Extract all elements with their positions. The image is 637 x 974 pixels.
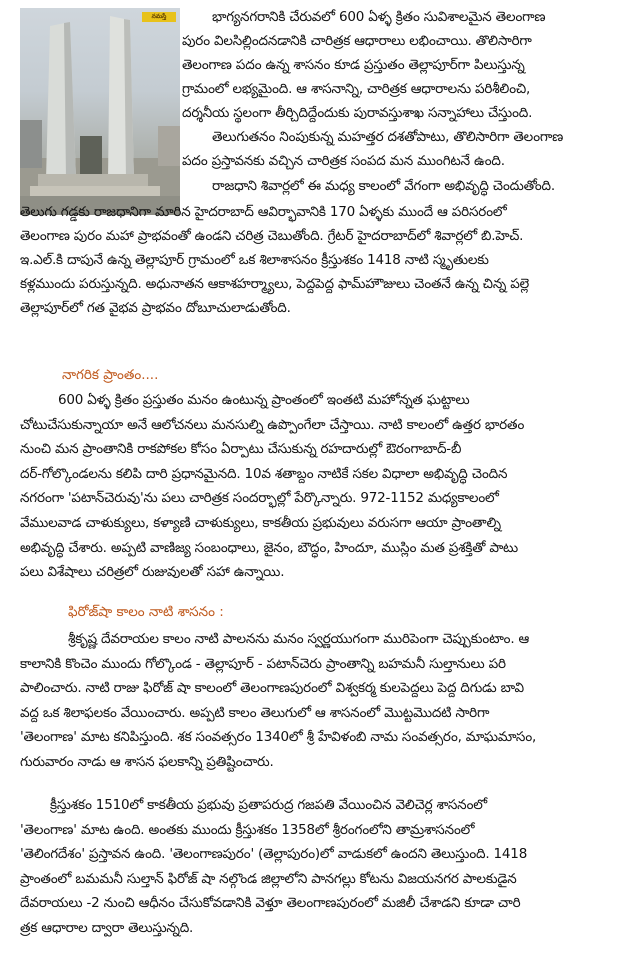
para4-line: త్రక ఆధారాల ద్వారా తెలుస్తున్నది. xyxy=(20,920,194,936)
para3-line: శ్రీకృష్ణ దేవరాయల కాలం నాటి పాలనను మనం స్వర్ణయుగంగా మురిపెంగా చెప్పుకుంటాం. ఆ xyxy=(68,631,530,647)
para4-line: క్రీస్తుశకం 1510లో కాకతీయ ప్రభువు ప్రతాపరుద్ర గజపతి వేయించిన వెలిచెర్ల శాసనంలో xyxy=(50,797,487,813)
pillars-illustration xyxy=(20,8,180,215)
intro-line: గ్రామంలో లభ్యమైంది. ఆ శాసనాన్ని, చారిత్రక ఆధారాలను పరిశీలించి, xyxy=(182,81,531,97)
intro-line: భాగ్యనగరానికి చేరువలో 600 ఏళ్ళ క్రితం సువిశాలమైన తెలంగాణ xyxy=(212,9,546,25)
para2-line: అభివృద్ధి చేశారు. అప్పటి వాణిజ్య సంబంధాలు, జైనం, బౌద్ధం, హిందూ, ముస్లిం మత ప్రశక్తితో పాటు xyxy=(20,539,518,556)
para4-line: 'తెలంగాణ' మాట ఉంది. అంతకు ముందు క్రీస్తుశకం 1358లో శ్రీరంగంలోని తామ్రశాసనంలో xyxy=(20,821,475,838)
para2-line: 600 ఏళ్ళ క్రితం ప్రస్తుతం మనం ఉంటున్న ప్రాంతంలో ఇంతటి మహోన్నత ఘట్టాలు xyxy=(58,392,470,408)
para2-line: దర్-గోల్కొండలను కలిపి దారి ప్రధానమైనది. 10వ శతాబ్దం నాటికే సకల విధాలా అభివృద్ధి చెందిన xyxy=(20,465,508,482)
intro-line: రాజధాని శివార్లలో ఈ మధ్య కాలంలో వేగంగా అభివృద్ధి చెందుతోంది. xyxy=(212,178,555,194)
para1-line: తెలంగాణ పురం మహా ప్రాభవంతో ఉండని చరిత్ర చెబుతోంది. గ్రేటర్ హైదరాబాద్‌లో శివార్లలో బి.హెచ్. xyxy=(20,228,524,244)
para4-line: దేవరాయలు -2 నుంచి ఆధీనం చేసుకోవడానికి వెళ్తూ తెలంగాణపురంలో మజిలీ చేశాడని కూడా చారి xyxy=(20,895,521,912)
para3-line: 'తెలంగాణ' మాట కనిపిస్తుంది. శక సంవత్సరం 1340లో శ్రీ హేవిళంబి నామ సంవత్సరం, మాఘమాసం, xyxy=(20,729,537,746)
publisher-badge: నమస్తే xyxy=(142,12,176,22)
para2-line: చోటుచేసుకున్నాయా అనే ఆలోచనలు మనసుల్ని ఉప్పొంగేలా చేస్తాయి. నాటి కాలంలో ఉత్తర భారతం xyxy=(20,416,525,433)
para2-line: నుంచి మన ప్రాంతానికి రాకపోకల కోసం ఏర్పాటు చేసుకున్న రహదారుల్లో ఔరంగాబాద్-బీ xyxy=(20,441,462,458)
para4-line: 'తెలింగదేశం' ప్రస్తావన ఉంది. 'తెలంగాణపురం' (తెల్లాపురం)లో వాడుకలో ఉందని తెలుస్తుంది. 1418 xyxy=(20,846,528,863)
intro-line: దర్శనీయ స్థలంగా తీర్చిదిద్దేందుకు పురావస్తుశాఖ సన్నాహాలు చేస్తుంది. xyxy=(182,105,533,121)
heading-firoz-shah-inscription: ఫిరోజ్‌షా కాలం నాటి శాసనం : xyxy=(68,604,224,620)
intro-line: పురం విలసిల్లిందనడానికి చారిత్రక ఆధారాలు లభించాయి. తొలిసారిగా xyxy=(182,33,532,49)
intro-line: పదం ప్రస్తావనకు వచ్చిన చారిత్రక సంపద మన ముంగిటనే ఉంది. xyxy=(182,153,505,169)
para3-line: కాలానికి కొంచెం ముందు గోల్కొండ - తెల్లాపూర్ - పటాన్‌చెరు ప్రాంతాన్ని బహమనీ సుల్తానులు పరి xyxy=(20,655,506,672)
para2-line: వేములవాడ చాళుక్యులు, కళ్యాణి చాళుక్యులు, కాకతీయ ప్రభువులు వరుసగా ఆయా ప్రాంతాల్ని xyxy=(20,515,501,531)
para1-line: తెలుగు గడ్డకు రాజధానిగా మారిన హైదరాబాద్ ఆవిర్భావానికి 170 ఏళ్ళకు ముందే ఆ పరిసరంలో xyxy=(20,204,507,220)
para3-line: వద్ద ఒక శిలాఫలకం వేయించారు. అప్పటి కాలం తెలుగులో ఆ శాసనంలో మొట్టమొదటి సారిగా xyxy=(20,704,490,721)
para2-line: నగరంగా 'పటాన్‌చెరువు'ను పలు చారిత్రక సందర్భాల్లో పేర్కొన్నారు. 972-1152 మధ్యకాలంలో xyxy=(20,490,499,507)
para1-line: కళ్లముందు పరుస్తున్నది. అధునాతన ఆకాశహర్మ్యాలు, పెద్దపెద్ద ఫామ్‌హౌజులు చెంతనే ఉన్న చిన్న పల్లె xyxy=(20,276,529,292)
intro-line: తెలంగాణ పదం ఉన్న శాసనం కూడ ప్రస్తుతం తెల్లాపూర్‌గా పిలుస్తున్న xyxy=(182,57,525,73)
para1-line: తెల్లాపూర్‌లో గత వైభవ ప్రాభవం దోబూచులాడుతోంది. xyxy=(20,300,291,316)
para2-line: పలు విశేషాలు చరిత్రలో రుజువులతో సహా ఉన్నాయి. xyxy=(20,564,285,581)
pillars-photo xyxy=(20,8,180,215)
para1-line: ఇ.ఎల్.కి దాపునే ఉన్న తెల్లాపూర్ గ్రామంలో ఒక శిలాశాసనం క్రీస్తుశకం 1418 నాటి స్మృతులకు xyxy=(20,252,489,268)
para4-line: ప్రాంతంలో బమమనీ సుల్తాన్ ఫిరోజ్ షా నల్గొండ జిల్లాలోని పానగల్లు కోటను విజయనగర పాలకుడైన xyxy=(20,870,517,887)
para3-line: గురువారం నాడు ఆ శాసన ఫలకాన్ని ప్రతిష్టించారు. xyxy=(20,754,274,770)
heading-civilized-region: నాగరిక ప్రాంతం.... xyxy=(62,367,159,383)
para3-line: పాలించారు. నాటి రాజు ఫిరోజ్ షా కాలంలో తెలంగాణపురంలో విశ్వకర్మ కులపెద్దలు పెద్ద దిగుడు బావి xyxy=(20,680,524,697)
intro-line: తెలుగుతనం నింపుకున్న మహత్తర దశతోపాటు, తొలిసారిగా తెలంగాణ xyxy=(212,129,564,145)
